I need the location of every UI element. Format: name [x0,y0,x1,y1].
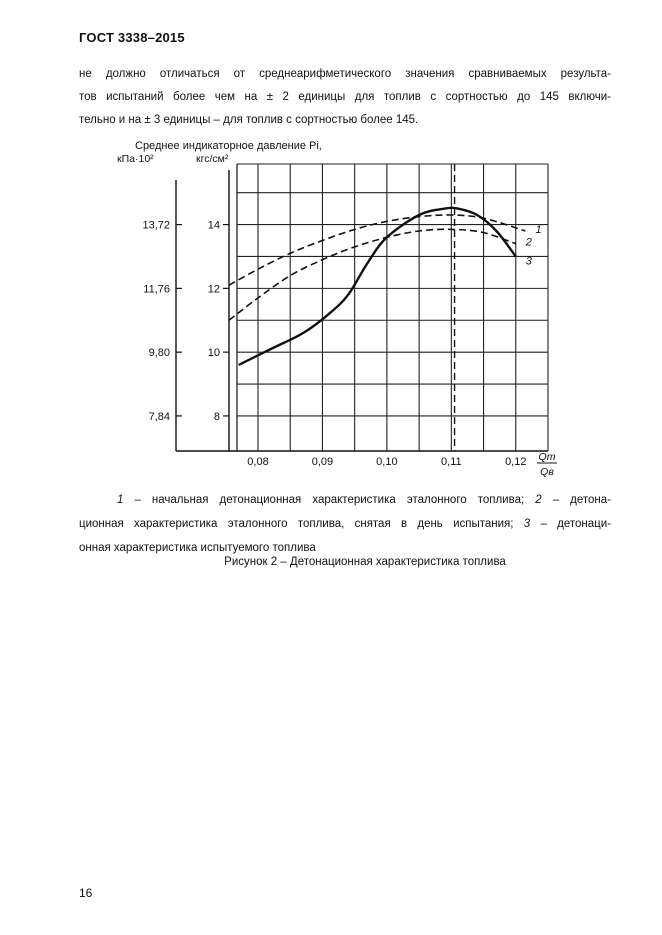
y-tick-label-kgf: 14 [207,219,220,232]
y-tick-label-kpa: 13,72 [142,219,170,232]
caption-line-1 [79,488,611,512]
y-tick-label-kpa: 7,84 [148,410,170,423]
caption-text-2a: – детона- [541,494,612,506]
y-tick-label-kgf: 8 [213,410,220,423]
y-tick-label-kpa: 11,76 [143,283,170,296]
x-axis-label-denominator: Qв [540,466,554,478]
x-tick-label: 0,12 [505,456,527,468]
paragraph-line-3: тельно и на ± 3 единицы – для топлив с сортностью более 145. [79,114,419,126]
caption-text-3b: онная характеристика испытуемого топлива [79,542,316,554]
x-tick-label: 0,10 [376,456,398,468]
x-tick-label: 0,11 [441,456,462,468]
series-label-2: 2 [525,236,532,249]
series-label-1: 1 [535,223,542,236]
caption-line-2 [79,512,611,536]
y-tick-label-kpa: 9,80 [148,347,170,360]
y-tick-label-kgf: 10 [207,347,220,360]
caption-text-1: – начальная детонационная характеристика эталонного топлива; [123,494,536,506]
series-line-2 [229,229,516,320]
caption-curve-number-3: 3 [523,518,531,530]
x-tick-label: 0,08 [247,456,269,468]
caption-curve-number-1: 1 [117,494,124,506]
caption-text-2b: ционная характеристика эталонного топлива, снятая в день испытания; [79,518,524,530]
paragraph-line-1: не должно отличаться от среднеарифметического значения сравниваемых результа- [79,68,611,80]
y-tick-label-kgf: 12 [207,283,220,296]
chart-title: Среднее индикаторное давление Pi, [135,140,322,152]
caption-curve-number-2: 2 [535,494,542,506]
paragraph-line-2: тов испытаний более чем на ± 2 единицы для топлив с сортностью до 145 включи- [79,91,611,103]
x-tick-label: 0,09 [311,456,334,468]
x-axis-label-numerator: Qт [538,451,556,463]
page-number: 16 [79,886,93,900]
figure-legend-caption [79,488,611,560]
y-axis-kpa-units: кПа·10² [117,153,154,165]
document-header: ГОСТ 3338–2015 [79,30,185,45]
y-axis-kgf-units: кгс/см² [196,153,229,165]
figure-title: Рисунок 2 – Детонационная характеристика топлива [224,556,506,568]
series-label-3: 3 [525,255,532,268]
caption-text-3a: – детонаци- [530,518,611,530]
